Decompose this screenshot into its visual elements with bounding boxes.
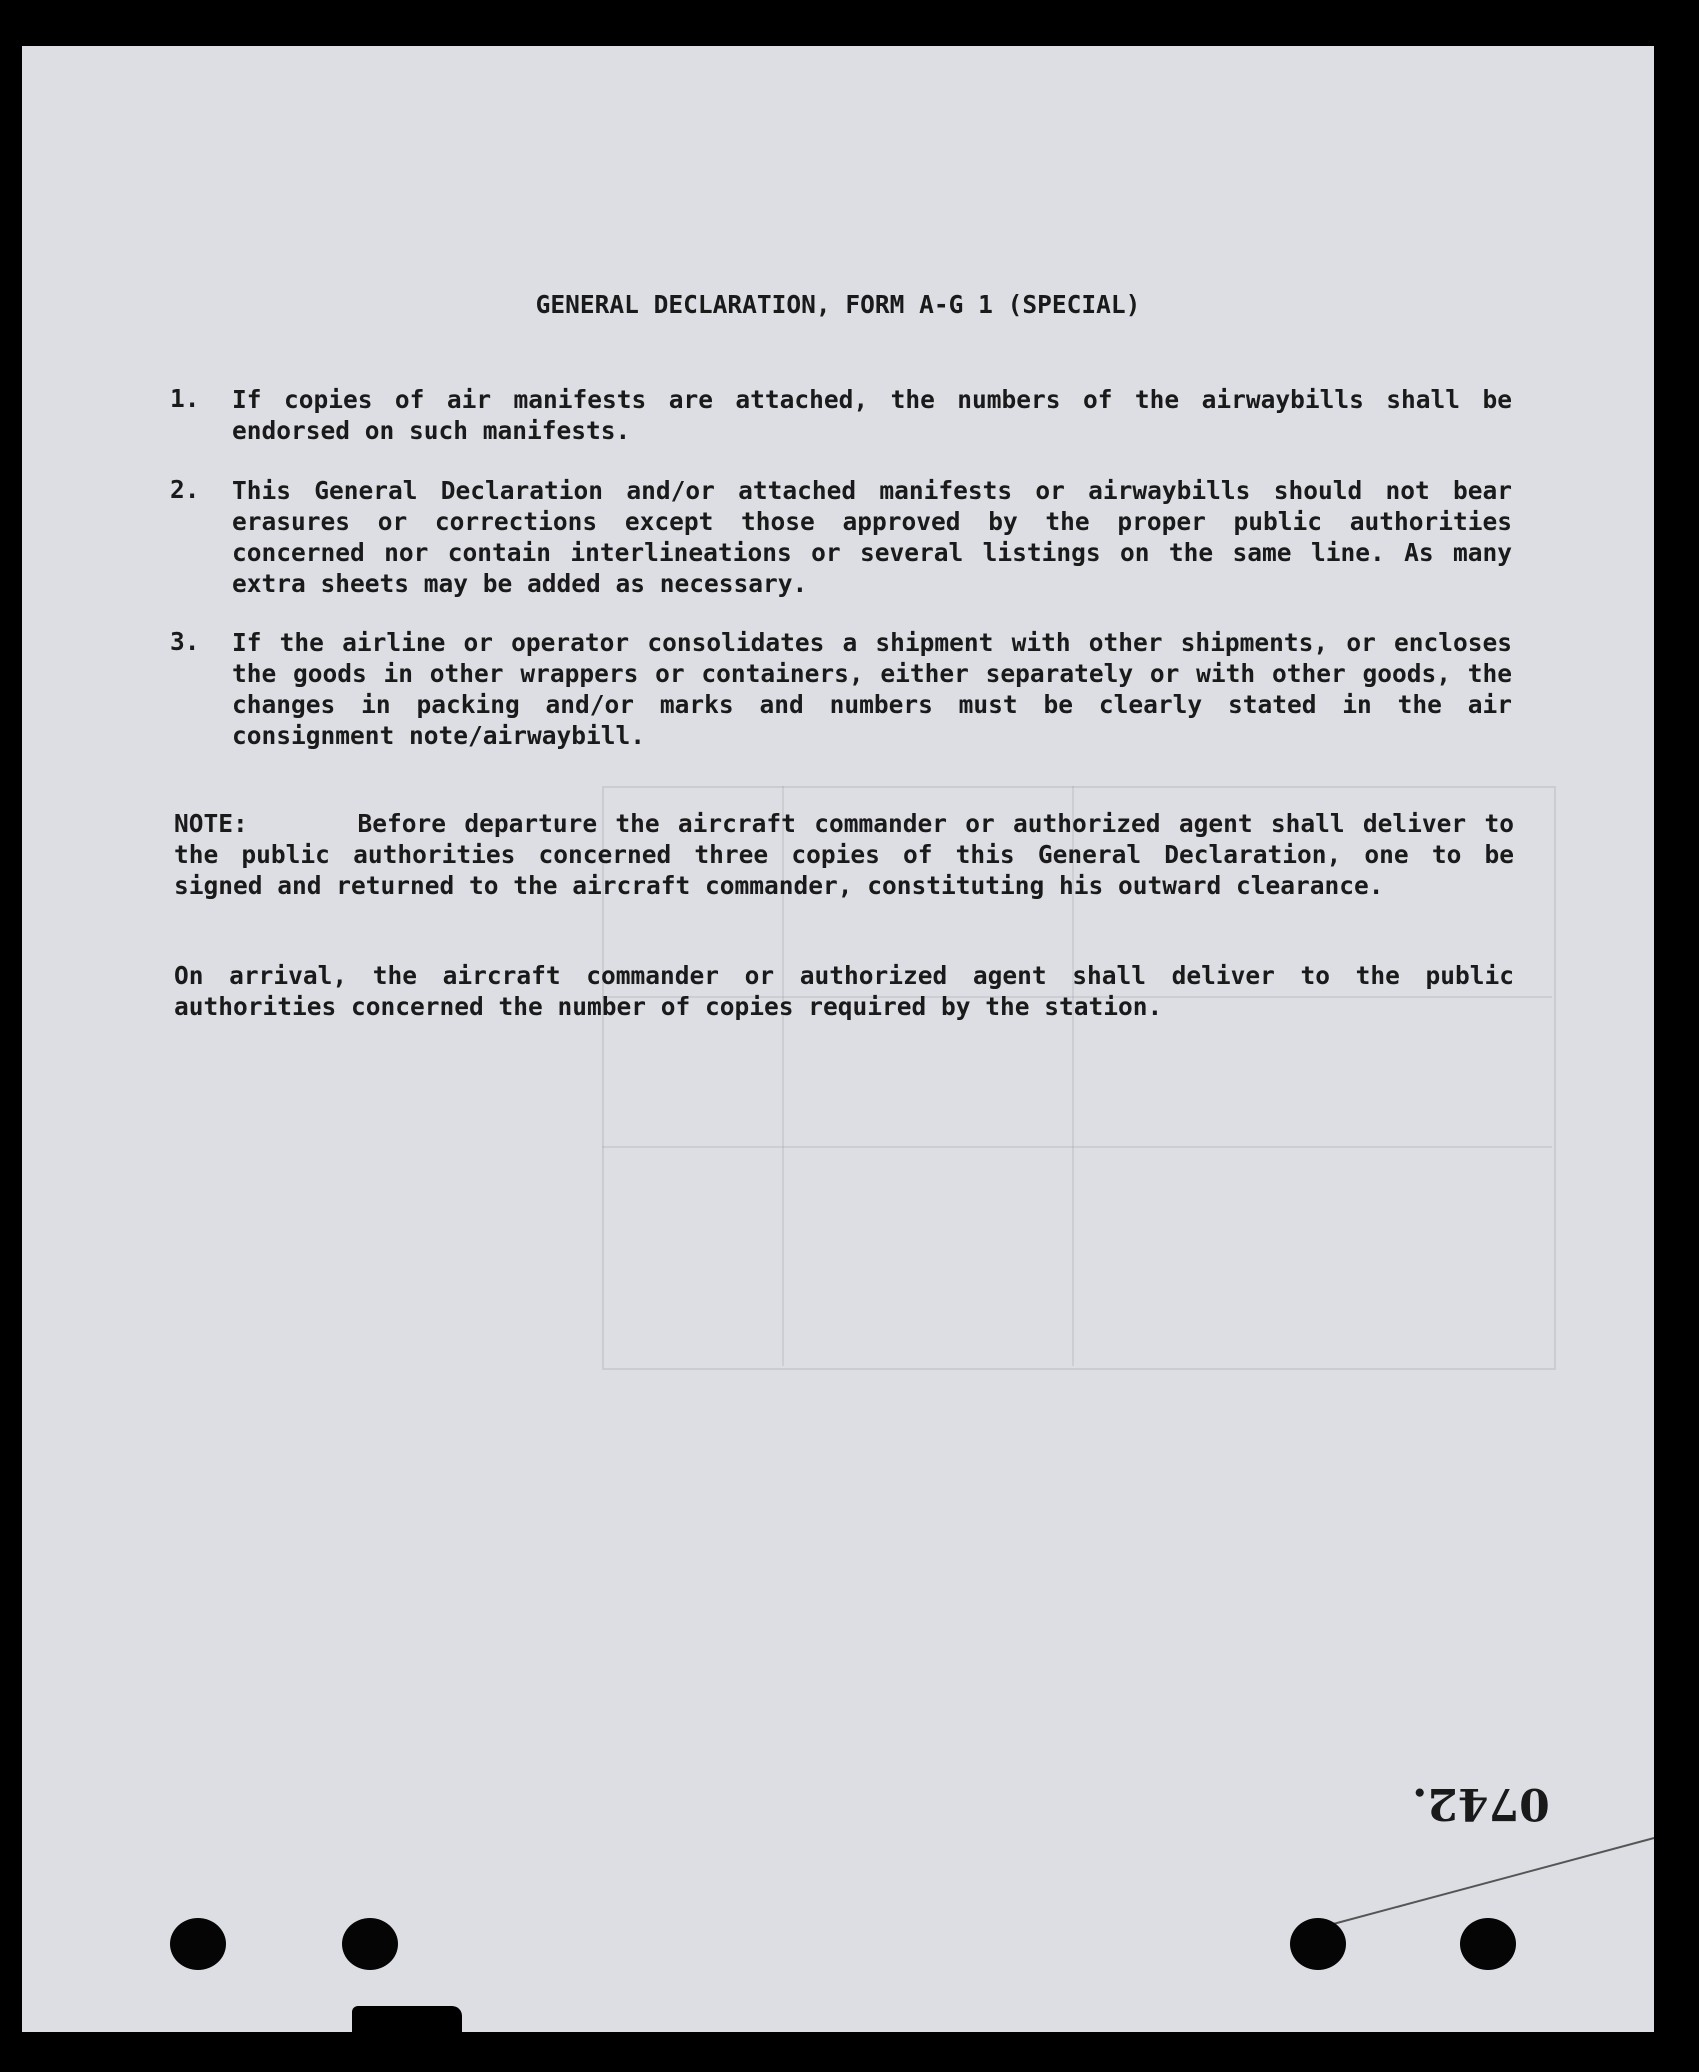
item-number: 2. — [170, 475, 200, 504]
item-text: If copies of air manifests are attached, the numbers of the airwaybills shall be endorsed on such manifests. — [232, 385, 1512, 445]
arrival-paragraph: On arrival, the aircraft commander or authorized agent shall deliver to the public authorities concerned the number of copies required by the station. — [174, 961, 1514, 1021]
bleed-through-line — [602, 1146, 1552, 1148]
item-text: This General Declaration and/or attached manifests or airwaybills should not bear erasures or corrections except those approved by the proper public authorities concerned nor contain interlineations or several listings on the same line. As many extra sheets may be added as necessary. — [232, 476, 1512, 598]
item-text: If the airline or operator consolidates a shipment with other shipments, or encloses the goods in other wrappers or containers, either separately or with other goods, the changes in packing and/or marks and numbers must be clearly stated in the air consignment note/airwaybill. — [232, 628, 1512, 750]
document-title: GENERAL DECLARATION, FORM A-G 1 (SPECIAL) — [535, 290, 1141, 319]
item-number: 1. — [170, 384, 200, 413]
punch-hole — [170, 1918, 226, 1970]
note-paragraph — [174, 808, 1514, 901]
punch-hole — [1290, 1918, 1346, 1970]
punch-hole — [1460, 1918, 1516, 1970]
note-text: Before departure the aircraft commander or authorized agent shall deliver to the public authorities concerned three copies of this General Declaration, one to be signed and returned to the aircraft commander, constituting his outward clearance. — [174, 809, 1514, 900]
item-number: 3. — [170, 627, 200, 656]
scratch-line — [1322, 1833, 1654, 1928]
document-page — [22, 46, 1654, 2032]
handwritten-mark: 0742. — [1412, 1778, 1550, 1829]
ink-blot — [352, 2006, 462, 2032]
note-label: NOTE: — [174, 809, 248, 838]
punch-hole — [342, 1918, 398, 1970]
